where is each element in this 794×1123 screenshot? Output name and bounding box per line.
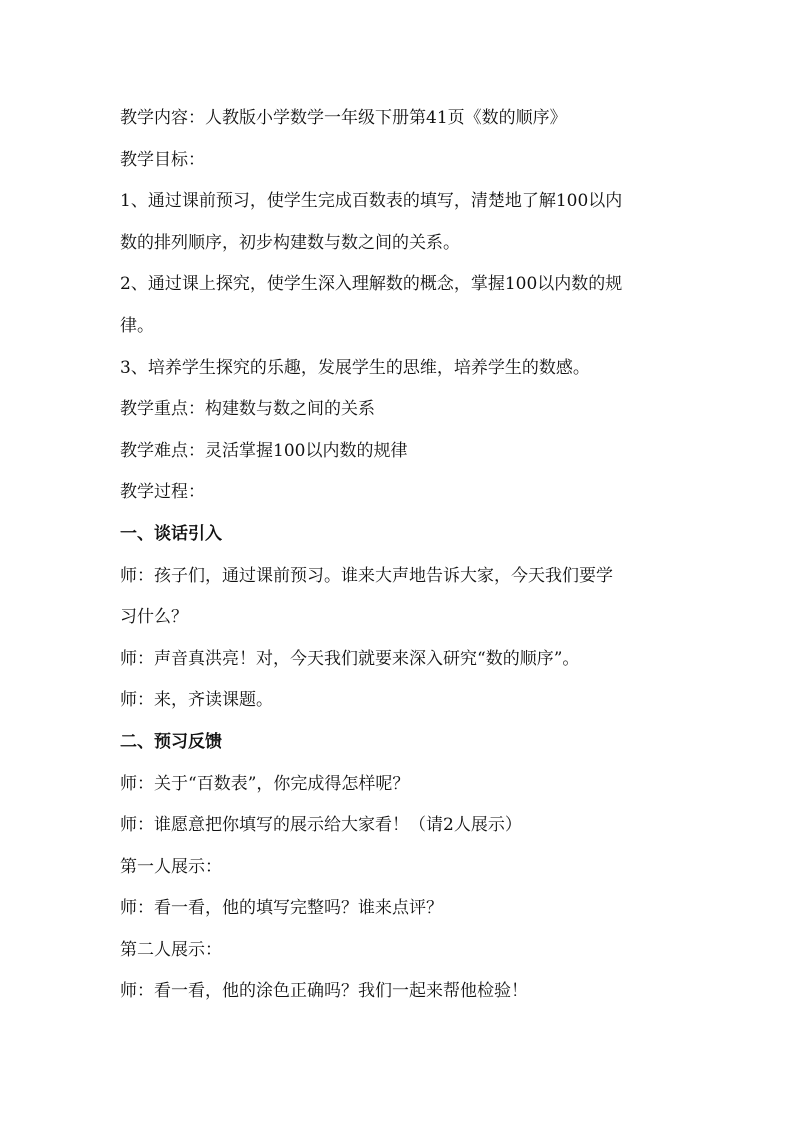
goal-2-line-2: 律。 [120,315,154,336]
key-point-line: 教学重点：构建数与数之间的关系 [120,399,375,420]
document-body [120,103,680,1018]
process-heading: 教学过程： [120,482,205,503]
dialogue-line: 习什么？ [120,607,188,628]
goal-1-line-1: 1、通过课前预习，使学生完成百数表的填写，清楚地了解100以内 [120,191,623,212]
lesson-goals-heading: 教学目标： [120,149,205,170]
lesson-content-line: 教学内容：人教版小学数学一年级下册第41页《数的顺序》 [120,108,567,128]
dialogue-line: 师：看一看，他的涂色正确吗？我们一起来帮他检验！ [120,981,528,1002]
dialogue-line: 师：声音真洪亮！对，今天我们就要来深入研究“数的顺序”。 [120,648,580,669]
dialogue-line: 师：看一看，他的填写完整吗？谁来点评？ [120,898,443,919]
presenter-label: 第二人展示： [120,939,222,960]
difficulty-line: 教学难点：灵活掌握100以内数的规律 [120,440,408,461]
goal-1-line-2: 数的排列顺序，初步构建数与数之间的关系。 [120,232,460,253]
presenter-label: 第一人展示： [120,856,222,877]
section-heading-intro: 一、谈话引入 [120,523,222,544]
section-heading-feedback: 二、预习反馈 [120,731,222,752]
goal-3-line: 3、培养学生探究的乐趣，发展学生的思维，培养学生的数感。 [120,357,590,378]
dialogue-line: 师：来，齐读课题。 [120,690,273,711]
dialogue-line: 师：关于“百数表”，你完成得怎样呢？ [120,773,410,794]
dialogue-line: 师：孩子们，通过课前预习。谁来大声地告诉大家，今天我们要学 [120,565,613,586]
dialogue-line: 师：谁愿意把你填写的展示给大家看！（请2人展示） [120,815,522,836]
goal-2-line-1: 2、通过课上探究，使学生深入理解数的概念，掌握100以内数的规 [120,274,623,295]
